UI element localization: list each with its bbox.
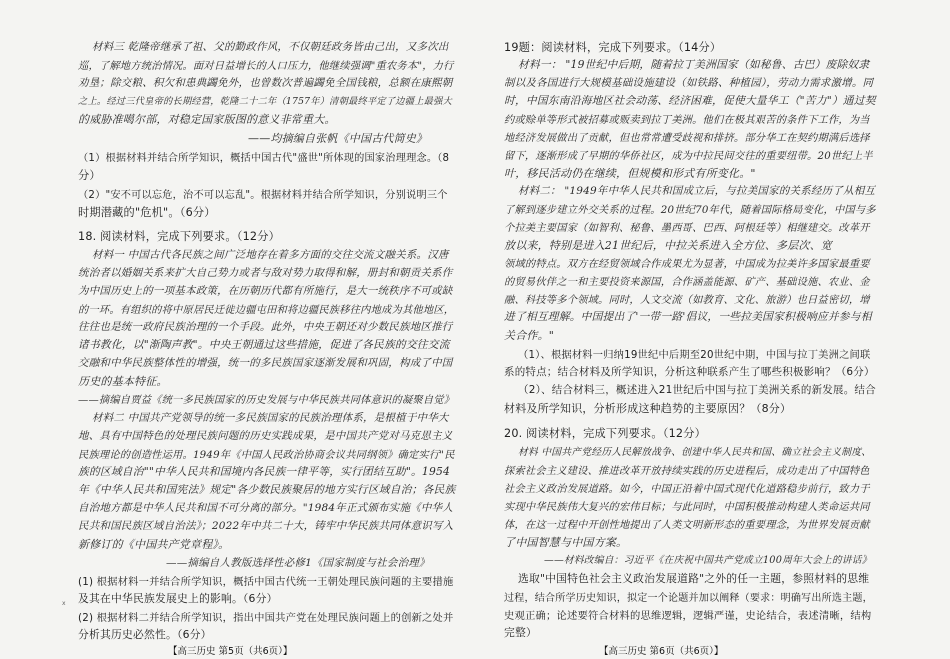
source-line: ——摘编自人教版选择性必修1《国家制度与社会治理》 — [166, 557, 430, 569]
text-line: 关合作。" — [504, 329, 555, 342]
text-line: 体，在这一过程中开创性地提出了人类文明新形态的重要理念，为世界发展贡献 — [504, 519, 870, 531]
question-heading: 19题：阅读材料，完成下列要求。（14分） — [504, 41, 722, 54]
corner-mark: x — [62, 600, 66, 607]
text-line: 材料一 中国古代各民族之间广泛地存在着多方面的交往交流文融关系。汉唐 — [92, 249, 449, 261]
text-line: 新修订的《中国共产党章程》。 — [78, 538, 230, 551]
text-line: 材料 中国共产党经历人民解放战争、创建中华人民共和国、确立社会主义制度、 — [518, 447, 872, 458]
text-line: 材料二 中国共产党领导的统一多民族国家的民族治理体系，是根植于中华大 — [92, 412, 449, 424]
text-line: 约或赊单等形式被招募或贩卖到拉丁美洲。他们在极其艰苦的条件下工作，为当 — [504, 114, 870, 126]
text-line: 统治者以婚姻关系来扩大自己势力或者与敌对势力取得和解，册封和朝贡关系作 — [78, 267, 453, 279]
text-line: 地、具有中国特色的处理民族问题的历史实践成果，是中国共产党对马克思主义 — [78, 430, 453, 442]
text-line: 材料三 乾隆帝继承了祖、父的勤政作风，不仅朝廷政务皆由己出，又多次出 — [92, 41, 449, 53]
question-text: 过程，结合所学历史知识，拟定一个论题并加以阐释（要求：明确写出所选主题， — [504, 593, 873, 604]
question-text: 分） — [78, 169, 101, 182]
text-line: 社会主义政治发展道路。如今，中国正沿着中国式现代化道路稳步前行，致力于 — [504, 483, 870, 495]
text-line: 放以来，特别是进入21世纪后，中拉关系进入全方位、多层次、宽 — [504, 239, 832, 252]
text-line: 融、科技等多个领域。同时，人文交流（如教育、文化、旅游）也日益密切，增 — [504, 294, 870, 306]
source-line: ——摘编自贾益《统一多民族国家的历史发展与中华民族共同体意识的凝聚自觉》 — [78, 394, 455, 406]
source-line: ——均摘编自张帆《中国古代简史》 — [248, 132, 428, 145]
text-line: 族的区域自治""中华人民共和国境内各民族一律平等，实行团结互助"。1954 — [78, 465, 451, 478]
text-line: 了解到逐步建立外交关系的过程。20世纪70年代，随着国际格局变化，中国与多 — [504, 204, 876, 216]
question-text: （2）"安不可以忘危，治不可以忘乱"。根据材料并结合所学知识，分别说明三个 — [78, 190, 448, 201]
text-line: 进了相互理解。中国提出了'一带一路'倡议，一些拉美国家积极响应并参与相 — [504, 310, 872, 323]
question-heading: 18. 阅读材料，完成下列要求。（12分） — [78, 230, 280, 243]
question-text: 分析其历史必然性。（6分） — [78, 628, 212, 641]
question-text: 时期潜藏的"危机"。（6分） — [78, 206, 216, 219]
text-line: 为中国历史上的一项基本政策，在历朝历代都有所施行，是大一统秩序不可或缺 — [78, 285, 453, 297]
text-line: 往往也是统一政府民族治理的一个手段。此外，中央王朝还对少数民族地区推行 — [78, 321, 453, 333]
text-line: 留下，逐渐形成了早期的华侨社区，成为中拉民间交往的重要纽带。20世纪上半 — [504, 150, 873, 162]
page-footer: 【高三历史 第6页（共6页）】 — [599, 646, 724, 657]
question-text: （2）、结合材料三，概述进入21世纪后中国与拉丁美洲关系的新发展。结合 — [518, 384, 876, 396]
text-line: 的贸易伙伴之一和主要投资来源国，合作涵盖能源、矿产、基础设施、农业、金 — [504, 276, 870, 288]
text-line: 自治地方都是中华人民共和国不可分离的部分。"1984年正式颁布实施《中华人 — [78, 502, 453, 514]
text-line: 交融和中华民族整体性的增强，统一的多民族国家逐渐发展和巩固，构成了中国 — [78, 357, 453, 369]
text-line: 时，中国东南沿海地区社会动荡、经济困难，促使大量华工（"苦力"）通过契 — [504, 94, 876, 107]
text-line: 领域的特点。双方在经贸领域合作成果尤为显著，中国成为拉美许多国家最重要 — [504, 258, 870, 270]
text-line: 实现中华民族伟大复兴的宏伟目标；与此同时，中国积极推动构建人类命运共同 — [504, 501, 870, 513]
text-line: 年《中华人民共和国宪法》规定"各少数民族聚居的地方实行区域自治；各民族 — [78, 483, 456, 496]
text-line: 地经济发展做出了贡献，但也常常遭受歧视和排挤。部分华工在契约期满后选择 — [504, 132, 870, 144]
question-text: （1）根据材料并结合所学知识，概括中国古代"盛世"所体现的国家治理理念。（8 — [78, 153, 450, 164]
question-text: 及其在中华民族发展史上的影响。（6分） — [78, 592, 278, 605]
text-line: 的威胁准噶尔部，对稳定国家版图的意义非常重大。 — [78, 113, 336, 126]
text-line: 劝垦；除交粮、积欠和患典蠲免外，也曾数次普遍蠲免全国钱粮，总额在康熙朝 — [78, 77, 453, 89]
text-line: 制以及各国进行大规模基础设施建设（如铁路、种植园），劳动力需求激增。同 — [504, 77, 874, 89]
text-line: 巡，了解地方统治情况。面对日益增长的人口压力，他继续强调"重农务本"，力行 — [78, 60, 454, 72]
text-line: 材料一： "19世纪中后期，随着拉丁美洲国家（如秘鲁、古巴）废除奴隶 — [518, 58, 870, 71]
text-line: 叶，移民活动仍在继续，但规模和形式有所变化。" — [504, 167, 756, 180]
question-text: 完整） — [504, 626, 537, 639]
question-text: (2) 根据材料二并结合所学知识，指出中国共产党在处理民族问题上的创新之处并 — [78, 612, 454, 624]
text-line: 材料二： "1949年中华人民共和国成立后，与拉美国家的关系经历了从相互 — [518, 185, 876, 197]
question-heading: 20. 阅读材料，完成下列要求。（12分） — [504, 427, 706, 440]
text-line: 的一环。有组织的将中原居民迁徙边疆屯田和将边疆民族移往内地成为其他地区， — [78, 304, 455, 316]
question-text: （1）、根据材料一归纳19世纪中后期至20世纪中期，中国与拉丁美洲之间联 — [518, 349, 871, 361]
text-line: 之上。经过三代皇帝的长期经营，乾隆二十二年（1757年）清朝最终平定了边疆上最强大 — [78, 96, 452, 107]
text-line: 个拉美主要国家（如智利、秘鲁、墨西哥、巴西、阿根廷等）相继建交。改革开 — [504, 222, 870, 234]
text-line: 民共和国民族区域自治法》；2022年中共二十大，铸牢中华民族共同体意识写入 — [78, 520, 454, 532]
text-line: 探索社会主义建设、推进改革开放持续实践的历史进程后，成功走出了中国特色 — [504, 465, 870, 477]
source-line: ——材料改编自：习近平《在庆祝中国共产党成立100周年大会上的讲话》 — [544, 555, 872, 566]
text-line: 诸书教化，以"渐陶声教"。中央王朝通过这些措施，促进了各民族的交往交流 — [78, 338, 450, 351]
question-text: 系的特点；结合材料及所学知识，分析这种联系产生了哪些积极影响？（6分） — [504, 366, 875, 378]
question-text: (1) 根据材料一并结合所学知识，概括中国古代统一王朝处理民族问题的主要措施 — [78, 576, 454, 588]
text-line: 了中国智慧与中国方案。 — [504, 536, 628, 549]
text-line: 历史的基本特征。 — [78, 375, 168, 388]
question-text: 选取"中国特色社会主义政治发展道路"之外的任一主题，参照材料的思维 — [518, 572, 870, 585]
question-text: 史观正确；论述要符合材料的思维逻辑，逻辑严谨，史论结合，表述清晰，结构 — [504, 610, 872, 622]
text-line: 民族理论的创造性运用。1949年《中国人民政治协商会议共同纲领》确定实行"民 — [78, 449, 455, 461]
question-text: 材料及所学知识，分析形成这种趋势的主要原因？（8分） — [504, 402, 792, 415]
page-footer: 【高三历史 第5页（共6页）】 — [168, 646, 293, 657]
